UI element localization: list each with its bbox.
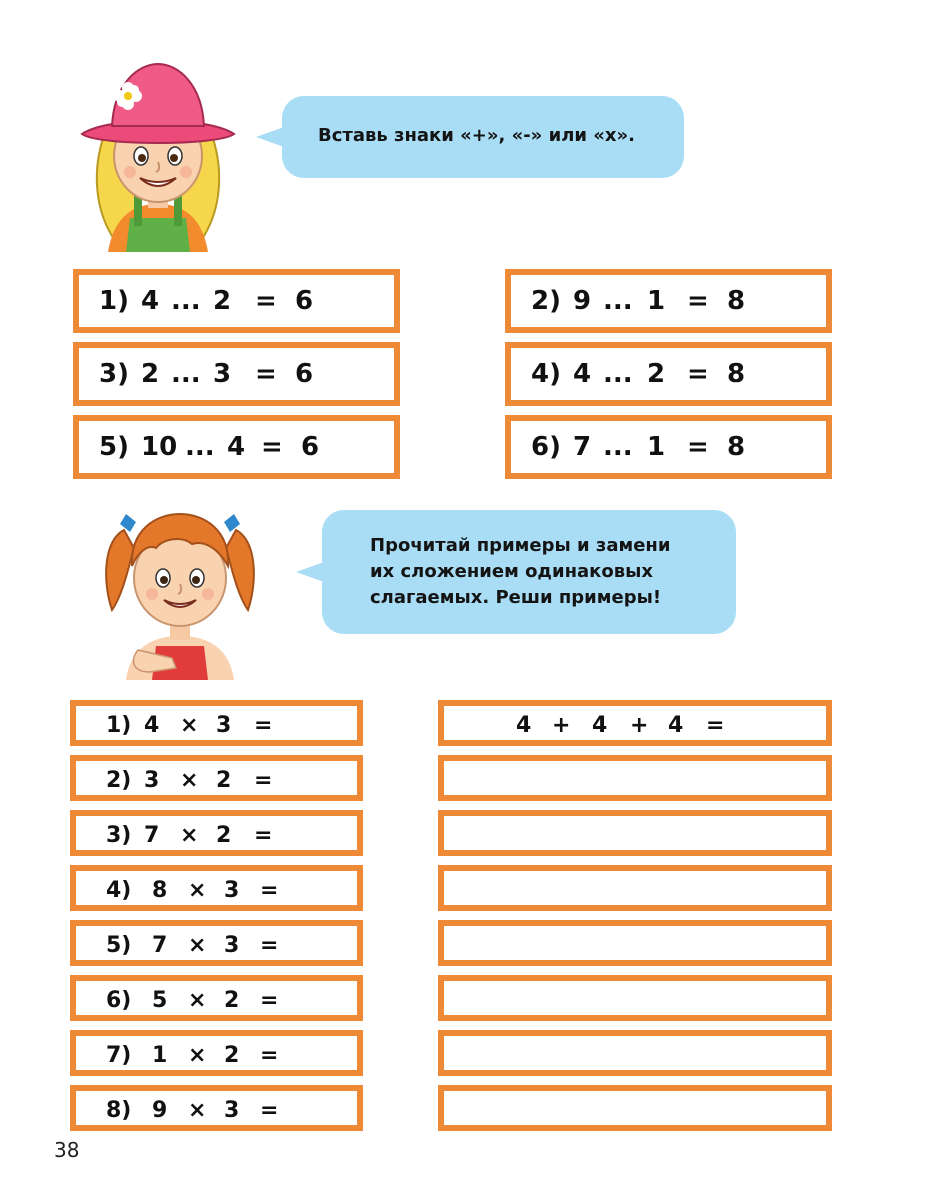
- operand-a: 2: [141, 359, 160, 389]
- item-number: 1): [106, 713, 132, 738]
- operand-a: 7: [573, 432, 592, 462]
- factor-a: 5: [152, 988, 168, 1013]
- answer-box-7[interactable]: [438, 1030, 832, 1076]
- multiplication-box-5: [70, 920, 363, 966]
- times-sign: ×: [188, 933, 207, 958]
- factor-a: 4: [144, 713, 160, 738]
- equals-sign: =: [260, 1098, 279, 1123]
- sign-blank[interactable]: ...: [171, 359, 201, 389]
- answer-box-4[interactable]: [438, 865, 832, 911]
- sign-blank[interactable]: ...: [171, 286, 201, 316]
- equals-sign: =: [254, 713, 273, 738]
- item-number: 6): [531, 432, 561, 462]
- instruction-text-2: [370, 533, 670, 611]
- equals-sign: =: [687, 432, 709, 462]
- times-sign: ×: [188, 1098, 207, 1123]
- times-sign: ×: [188, 988, 207, 1013]
- multiplication-box-1: [70, 700, 363, 746]
- operand-b: 1: [647, 286, 666, 316]
- item-number: 3): [106, 823, 132, 848]
- insert-sign-box-4: [505, 342, 832, 406]
- answer-box-1[interactable]: [438, 700, 832, 746]
- multiplication-box-6: [70, 975, 363, 1021]
- instruction-bubble-1: [282, 96, 684, 178]
- item-number: 5): [99, 432, 129, 462]
- equals-sign: =: [255, 359, 277, 389]
- equals-sign: =: [254, 768, 273, 793]
- factor-a: 8: [152, 878, 168, 903]
- equals-sign: =: [687, 359, 709, 389]
- operand-b: 1: [647, 432, 666, 462]
- operand-b: 2: [213, 286, 232, 316]
- operand-b: 3: [213, 359, 232, 389]
- item-number: 4): [106, 878, 132, 903]
- operand-b: 2: [647, 359, 666, 389]
- equals-sign: =: [260, 1043, 279, 1068]
- item-number: 6): [106, 988, 132, 1013]
- factor-a: 3: [144, 768, 160, 793]
- multiplication-box-7: [70, 1030, 363, 1076]
- equals-sign: =: [706, 713, 725, 738]
- item-number: 5): [106, 933, 132, 958]
- operand-a: 4: [573, 359, 592, 389]
- factor-b: 2: [216, 823, 232, 848]
- factor-b: 2: [224, 1043, 240, 1068]
- equals-sign: =: [260, 878, 279, 903]
- addend-2: 4: [592, 713, 608, 738]
- equals-sign: =: [254, 823, 273, 848]
- insert-sign-box-6: [505, 415, 832, 479]
- plus-sign-2: +: [630, 713, 649, 738]
- equals-sign: =: [261, 432, 283, 462]
- answer-box-3[interactable]: [438, 810, 832, 856]
- answer-box-6[interactable]: [438, 975, 832, 1021]
- result: 6: [295, 286, 314, 316]
- factor-b: 2: [224, 988, 240, 1013]
- result: 8: [727, 286, 746, 316]
- sign-blank[interactable]: ...: [603, 359, 633, 389]
- instruction-line-3: слагаемых. Реши примеры!: [370, 587, 662, 608]
- factor-a: 1: [152, 1043, 168, 1068]
- insert-sign-box-3: [73, 342, 400, 406]
- instruction-line-1: Прочитай примеры и замени: [370, 535, 671, 556]
- girl-with-hat-illustration: [78, 56, 238, 252]
- operand-a: 9: [573, 286, 592, 316]
- factor-b: 3: [216, 713, 232, 738]
- times-sign: ×: [180, 768, 199, 793]
- item-number: 3): [99, 359, 129, 389]
- instruction-bubble-2: [322, 510, 736, 634]
- item-number: 2): [106, 768, 132, 793]
- factor-a: 7: [144, 823, 160, 848]
- multiplication-box-4: [70, 865, 363, 911]
- multiplication-box-3: [70, 810, 363, 856]
- item-number: 4): [531, 359, 561, 389]
- insert-sign-box-5: [73, 415, 400, 479]
- instruction-line-2: их сложением одинаковых: [370, 561, 654, 582]
- operand-a: 10: [141, 432, 178, 462]
- times-sign: ×: [188, 1043, 207, 1068]
- plus-sign-1: +: [552, 713, 571, 738]
- operand-a: 4: [141, 286, 160, 316]
- item-number: 1): [99, 286, 129, 316]
- answer-box-8[interactable]: [438, 1085, 832, 1131]
- sign-blank[interactable]: ...: [185, 432, 215, 462]
- item-number: 8): [106, 1098, 132, 1123]
- instruction-text-1: Вставь знаки «+», «-» или «x».: [318, 125, 635, 146]
- insert-sign-box-1: [73, 269, 400, 333]
- result: 8: [727, 432, 746, 462]
- insert-sign-box-2: [505, 269, 832, 333]
- answer-box-2[interactable]: [438, 755, 832, 801]
- factor-b: 3: [224, 933, 240, 958]
- answer-box-5[interactable]: [438, 920, 832, 966]
- times-sign: ×: [188, 878, 207, 903]
- equals-sign: =: [255, 286, 277, 316]
- times-sign: ×: [180, 823, 199, 848]
- item-number: 2): [531, 286, 561, 316]
- factor-a: 7: [152, 933, 168, 958]
- factor-b: 2: [216, 768, 232, 793]
- factor-b: 3: [224, 878, 240, 903]
- addend-3: 4: [668, 713, 684, 738]
- sign-blank[interactable]: ...: [603, 432, 633, 462]
- result: 6: [301, 432, 320, 462]
- factor-b: 3: [224, 1098, 240, 1123]
- sign-blank[interactable]: ...: [603, 286, 633, 316]
- addend-1: 4: [516, 713, 532, 738]
- equals-sign: =: [260, 933, 279, 958]
- result: 6: [295, 359, 314, 389]
- multiplication-box-2: [70, 755, 363, 801]
- equals-sign: =: [687, 286, 709, 316]
- equals-sign: =: [260, 988, 279, 1013]
- factor-a: 9: [152, 1098, 168, 1123]
- operand-b: 4: [227, 432, 246, 462]
- girl-with-pigtails-illustration: [100, 500, 260, 680]
- multiplication-box-8: [70, 1085, 363, 1131]
- page-number: 38: [54, 1138, 80, 1162]
- result: 8: [727, 359, 746, 389]
- item-number: 7): [106, 1043, 132, 1068]
- times-sign: ×: [180, 713, 199, 738]
